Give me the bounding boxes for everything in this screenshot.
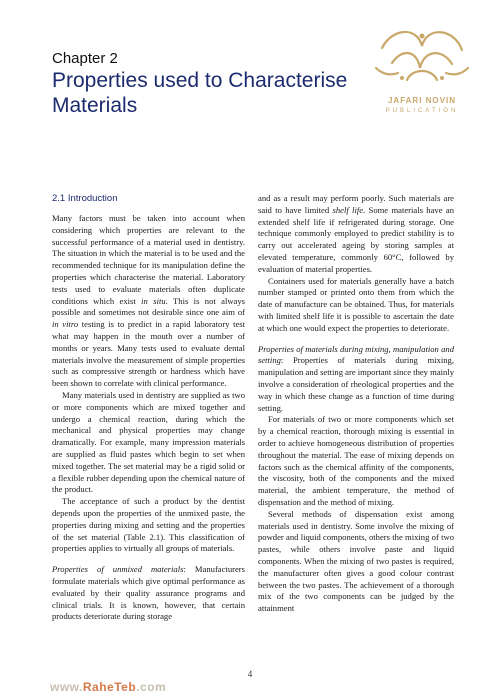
chapter-title-line1: Properties used to Characterise [52, 69, 348, 92]
paragraph: Many materials used in dentistry are supplied as two or more components which are mixed together and undergo a chemical reaction, during which the mechanical and physical properties may change dramatically. For example, many impression materials are supplied as fluid pastes which begin to set when mixed together. The set material may be a rigid solid or a flexible rubber depending upon the chemical nature of the product. [52, 389, 245, 495]
watermark: www.RaheTeb.com [50, 680, 167, 694]
paragraph: Properties of materials during mixing, manipulation and setting: Properties of materials during mixing, manipulation and setting are important since they mainly involve a consideration of rheological properties and the way in which these change as a function of time during setting. [258, 343, 454, 413]
publisher-name: JAFARI NOVIN [387, 96, 456, 105]
page-number: 4 [247, 669, 253, 679]
paragraph: For materials of two or more components which set by a chemical reaction, thorough mixing is essential in order to achieve homogeneous distribution of properties throughout the material. The ease of mixing depends on factors such as the chemical affinity of the components, the viscosity, both of the components and the mixed material, the ambient temperature, the method of dispensation and the method of mixing. [258, 414, 454, 507]
paragraph: Several methods of dispensation exist among materials used in dentistry. Some involve the mixing of powder and liquid components, others the mixing of two pastes, while others involve paste and liquid components. When the mixing of two pastes is required, the manufacturer often gives a good colour contrast between the two pastes. The achievement of a thorough mix of the two components can be judged by the attainment [258, 508, 454, 614]
paragraph: Properties of unmixed materials: Manufacturers formulate materials which give optimal performance as evaluated by their quality assurance programs and clinical trials. It is known, however, that certain products deteriorate during storage [52, 564, 245, 622]
chapter-title [52, 68, 352, 118]
publisher-emblem-icon [362, 18, 482, 98]
chapter-label: Chapter 2 [52, 50, 118, 67]
paragraph: Containers used for materials generally have a batch number stamped or printed onto them from which the date of manufacture can be obtained. Thus, for materials with limited shelf life it is possible to ascertain the date at which one would expect the properties to deteriorate. [258, 275, 454, 333]
chapter-title-line2: Materials [52, 94, 138, 117]
publisher-logo [362, 18, 482, 118]
publisher-subtitle: PUBLICATION [385, 108, 459, 114]
paragraph: Many factors must be taken into account when considering which properties are relevant to the successful performance of a material used in dentistry. The situation in which the material is to be used and the recommended technique for its manipulation define the properties which characterise the material. Laboratory tests used to evaluate materials often duplicate conditions which exist in situ. This is not always possible and sometimes not desirable since one aim of in vitro testing is to predict in a rapid laboratory test what may happen in the mouth over a number of months or years. Many tests used to evaluate dental materials involve the measurement of simple properties such as compressive strength or hardness which have been shown to correlate with clinical performance. [52, 213, 246, 389]
paragraph: and as a result may perform poorly. Such materials are said to have limited shelf life. Some materials have an extended shelf life if refrigerated during storage. One technique commonly employed to predict stability is to carry out accelerated ageing by storing samples at elevated temperature, commonly 60°C, followed by evaluation of material properties. [258, 193, 454, 274]
right-column [258, 193, 454, 615]
left-column [52, 193, 245, 623]
paragraph: The acceptance of such a product by the dentist depends upon the properties of the unmixed paste, the properties during mixing and setting and the properties of the set material (Table 2.1). This classification of properties applies to virtually all groups of materials. [52, 496, 245, 554]
section-heading: 2.1 Introduction [52, 193, 118, 204]
